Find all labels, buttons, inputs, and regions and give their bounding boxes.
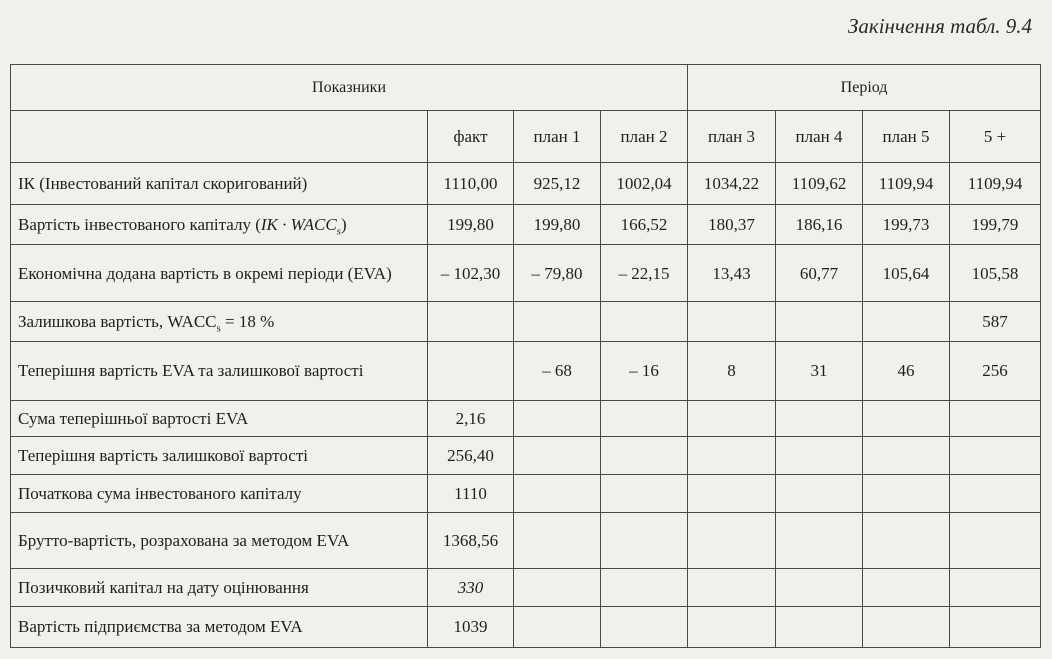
table-row (11, 568, 1041, 606)
row-label (11, 302, 428, 342)
cell-value: 31 (776, 342, 863, 400)
cell-value: 180,37 (688, 205, 776, 245)
cell-value: 587 (950, 302, 1041, 342)
row-label (11, 205, 428, 245)
table-row (11, 205, 1041, 245)
cell-value: 2,16 (428, 400, 514, 436)
cell-value (514, 568, 601, 606)
cell-value: 1109,94 (950, 163, 1041, 205)
cell-value: – 68 (514, 342, 601, 400)
label-suffix: ) (340, 215, 347, 235)
cell-value (776, 436, 863, 474)
column-header: план 5 (863, 111, 950, 163)
table-row (11, 163, 1041, 205)
cell-value: 1039 (428, 606, 514, 647)
cell-value: 1002,04 (601, 163, 688, 205)
cell-value (776, 568, 863, 606)
row-label: Вартість підприємства за методом EVA (11, 606, 428, 647)
row-label: Початкова сума інвестованого капіталу (11, 474, 428, 512)
cell-value (776, 606, 863, 647)
cell-value: 13,43 (688, 245, 776, 302)
cell-value: 330 (428, 568, 514, 606)
table-row (11, 606, 1041, 647)
cell-value: 925,12 (514, 163, 601, 205)
cell-value (601, 512, 688, 568)
table-row (11, 302, 1041, 342)
cell-value: – 22,15 (601, 245, 688, 302)
cell-value: 46 (863, 342, 950, 400)
cell-value (514, 400, 601, 436)
cell-value (601, 474, 688, 512)
cell-value (776, 512, 863, 568)
cell-value: – 79,80 (514, 245, 601, 302)
cell-value (428, 302, 514, 342)
column-header: факт (428, 111, 514, 163)
cell-value: 105,64 (863, 245, 950, 302)
cell-value (776, 302, 863, 342)
cell-value: 199,80 (514, 205, 601, 245)
cell-value (428, 342, 514, 400)
cell-value (863, 474, 950, 512)
label-formula: IK · WACC (260, 215, 337, 235)
cell-value: 8 (688, 342, 776, 400)
row-label: ІК (Інвестований капітал скоригований) (11, 163, 428, 205)
cell-value (601, 436, 688, 474)
cell-value: 199,73 (863, 205, 950, 245)
header-row-columns (11, 111, 1041, 163)
label-suffix: = 18 % (220, 312, 275, 332)
cell-value (950, 436, 1041, 474)
cell-value (514, 436, 601, 474)
column-header: план 4 (776, 111, 863, 163)
cell-value: 60,77 (776, 245, 863, 302)
row-label: Теперішня вартість EVA та залишкової вартості (11, 342, 428, 400)
column-header: план 1 (514, 111, 601, 163)
cell-value (688, 436, 776, 474)
cell-value: 105,58 (950, 245, 1041, 302)
cell-value (863, 606, 950, 647)
table-row (11, 245, 1041, 302)
cell-value (601, 568, 688, 606)
table-row (11, 436, 1041, 474)
cell-value (950, 606, 1041, 647)
cell-value (688, 606, 776, 647)
row-label: Теперішня вартість залишкової вартості (11, 436, 428, 474)
header-row-top (11, 65, 1041, 111)
label-subscript: s (216, 322, 221, 335)
row-label: Сума теперішньої вартості EVA (11, 400, 428, 436)
row-label: Економічна додана вартість в окремі періоди (EVA) (11, 245, 428, 302)
cell-value (863, 302, 950, 342)
cell-value: 1034,22 (688, 163, 776, 205)
cell-value: 1109,94 (863, 163, 950, 205)
cell-value (601, 400, 688, 436)
cell-value (514, 512, 601, 568)
cell-value (863, 512, 950, 568)
row-label: Брутто-вартість, розрахована за методом EVA (11, 512, 428, 568)
period-header: Період (688, 65, 1041, 111)
cell-value (950, 568, 1041, 606)
blank-header-cell (11, 111, 428, 163)
cell-value (863, 568, 950, 606)
table-row (11, 512, 1041, 568)
cell-value (601, 606, 688, 647)
cell-value: 186,16 (776, 205, 863, 245)
cell-value (514, 302, 601, 342)
cell-value (514, 606, 601, 647)
cell-value: 256,40 (428, 436, 514, 474)
column-header: 5 + (950, 111, 1041, 163)
table-caption: Закінчення табл. 9.4 (847, 14, 1032, 38)
cell-value (776, 400, 863, 436)
cell-value (950, 400, 1041, 436)
eva-table (10, 64, 1041, 648)
label-prefix: Залишкова вартість, WACC (18, 312, 217, 332)
table-row (11, 400, 1041, 436)
cell-value: 1109,62 (776, 163, 863, 205)
cell-value (688, 474, 776, 512)
cell-value (688, 302, 776, 342)
cell-value: 256 (950, 342, 1041, 400)
cell-value: 166,52 (601, 205, 688, 245)
cell-value: 199,79 (950, 205, 1041, 245)
table-row (11, 342, 1041, 400)
cell-value (688, 512, 776, 568)
cell-value (863, 400, 950, 436)
cell-value: – 102,30 (428, 245, 514, 302)
cell-value (688, 400, 776, 436)
indicators-header: Показники (11, 65, 688, 111)
label-subscript: s (336, 225, 341, 238)
table-row (11, 474, 1041, 512)
cell-value: – 16 (601, 342, 688, 400)
cell-value (950, 512, 1041, 568)
cell-value (688, 568, 776, 606)
cell-value (950, 474, 1041, 512)
column-header: план 3 (688, 111, 776, 163)
cell-value (601, 302, 688, 342)
column-header: план 2 (601, 111, 688, 163)
cell-value (514, 474, 601, 512)
cell-value: 1110,00 (428, 163, 514, 205)
row-label: Позичковий капітал на дату оцінювання (11, 568, 428, 606)
cell-value: 1368,56 (428, 512, 514, 568)
cell-value: 199,80 (428, 205, 514, 245)
label-prefix: Вартість інвестованого капіталу ( (18, 215, 261, 235)
cell-value: 1110 (428, 474, 514, 512)
cell-value (776, 474, 863, 512)
cell-value (863, 436, 950, 474)
